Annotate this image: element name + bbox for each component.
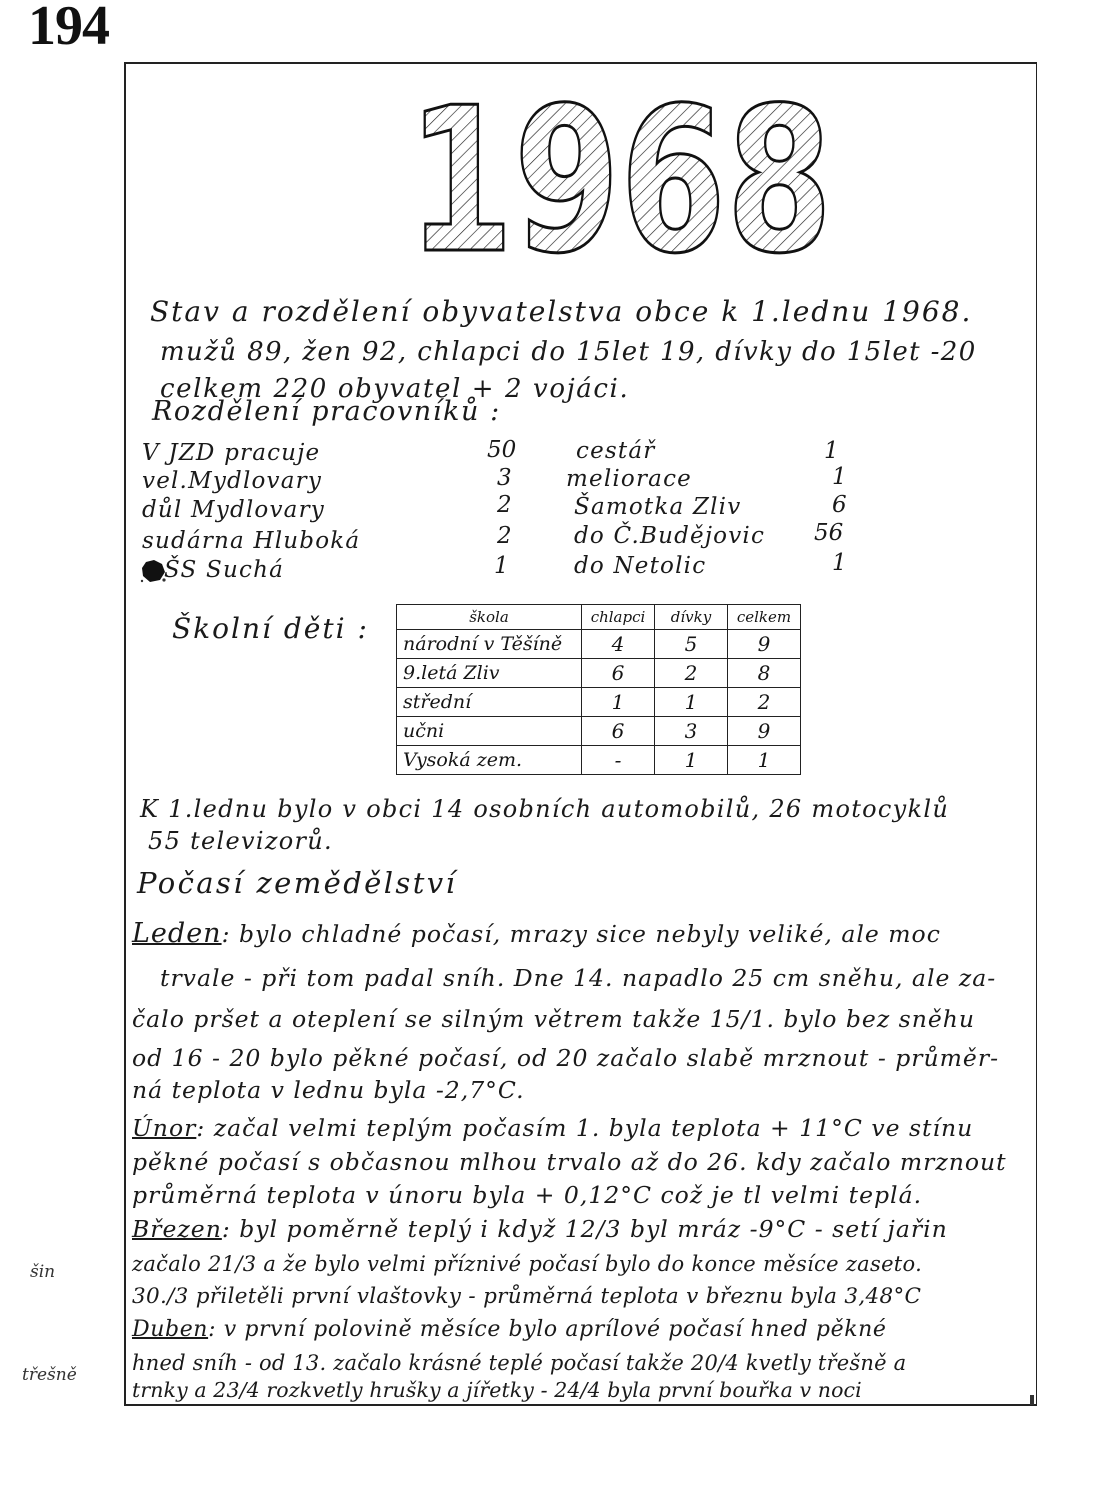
month-name: Duben [132, 1317, 209, 1342]
boys-count: 6 [582, 659, 655, 688]
month-line: trnky a 23/4 rozkvetly hrušky a jířetky - 24/4 byla první bouřka v noci [132, 1378, 862, 1402]
workers-heading: Rozdělení pracovníků : [152, 396, 501, 427]
month-line: hned sníh - od 13. začalo krásné teplé počasí takže 20/4 kvetly třešně a [132, 1351, 907, 1375]
school-table [396, 604, 801, 775]
month-text: : v první polovině měsíce bylo aprílové počasí hned pěkné [208, 1317, 887, 1342]
girls-count: 2 [655, 659, 728, 688]
month-line: pěkné počasí s občasnou mlhou trvalo až do 26. kdy začalo mrznout [132, 1148, 1007, 1176]
total-count: 9 [728, 717, 801, 746]
census-line-2: mužů 89, žen 92, chlapci do 15let 19, dívky do 15let -20 [160, 337, 977, 367]
school-name: Vysoká zem. [397, 746, 582, 775]
worker-count: 2 [497, 492, 512, 518]
worker-count: 1 [494, 553, 509, 579]
worker-count: 1 [824, 438, 839, 464]
worker-count: 3 [497, 465, 512, 491]
census-line-1: Stav a rozdělení obyvatelstva obce k 1.lednu 1968. [150, 295, 973, 328]
total-count: 2 [728, 688, 801, 717]
month-line: od 16 - 20 bylo pěkné počasí, od 20 začalo slabě mrznout - průměr- [132, 1044, 1000, 1072]
table-header-row [397, 605, 801, 630]
total-count: 8 [728, 659, 801, 688]
boys-count: 6 [582, 717, 655, 746]
month-name: Březen [132, 1215, 222, 1243]
vehicles-line-2: 55 televizorů. [148, 827, 333, 855]
month-line: začalo 21/3 a že bylo velmi příznivé počasí bylo do konce měsíce zaseto. [132, 1252, 923, 1276]
girls-count: 1 [655, 746, 728, 775]
school-name: učni [397, 717, 582, 746]
month-line: ná teplota v lednu byla -2,7°C. [132, 1076, 525, 1104]
total-count: 9 [728, 630, 801, 659]
boys-count: 1 [582, 688, 655, 717]
census-line-3: celkem 220 obyvatel + 2 vojáci. [160, 374, 630, 404]
worker-label: do Netolic [574, 553, 707, 579]
margin-note: třešně [22, 1365, 77, 1385]
scan-mark [1030, 1395, 1034, 1405]
page-number: 194 [28, 0, 109, 57]
table-row [397, 688, 801, 717]
column-header: celkem [728, 605, 801, 630]
year-text: 1968 [407, 65, 833, 298]
worker-label: ŠS Suchá [164, 557, 284, 583]
month-name: Leden [132, 918, 222, 949]
month-text: : začal velmi teplým počasím 1. byla teplota + 11°C ve stínu [196, 1114, 974, 1142]
month-paragraph-line [132, 1215, 948, 1243]
girls-count: 3 [655, 717, 728, 746]
worker-label: cestář [576, 438, 656, 464]
school-heading: Školní děti : [172, 612, 369, 645]
worker-count: 56 [814, 520, 844, 546]
column-header: chlapci [582, 605, 655, 630]
school-name: střední [397, 688, 582, 717]
worker-label: Šamotka Zliv [574, 494, 742, 520]
month-line: 30./3 přiletěli první vlaštovky - průměrná teplota v březnu byla 3,48°C [132, 1284, 922, 1309]
month-line: čalo pršet a oteplení se silným větrem takže 15/1. bylo bez sněhu [132, 1005, 976, 1033]
worker-label: meliorace [566, 466, 692, 492]
worker-count: 2 [497, 523, 512, 549]
school-name: národní v Těšíně [397, 630, 582, 659]
girls-count: 1 [655, 688, 728, 717]
margin-note: šin [30, 1262, 56, 1282]
column-header: dívky [655, 605, 728, 630]
month-line: trvale - při tom padal sníh. Dne 14. napadlo 25 cm sněhu, ale za- [160, 964, 997, 992]
worker-label: sudárna Hluboká [142, 528, 361, 554]
vehicles-line-1: K 1.lednu bylo v obci 14 osobních automobilů, 26 motocyklů [140, 795, 950, 823]
weather-heading: Počasí zemědělství [137, 866, 458, 900]
worker-count: 1 [832, 550, 847, 576]
school-name: 9.letá Zliv [397, 659, 582, 688]
worker-label: důl Mydlovary [142, 497, 325, 523]
month-paragraph-line [132, 1317, 887, 1342]
worker-count: 1 [832, 464, 847, 490]
month-text: : byl poměrně teplý i když 12/3 byl mráz -9°C - setí jařin [221, 1215, 948, 1243]
month-paragraph-line [132, 918, 941, 949]
total-count: 1 [728, 746, 801, 775]
worker-label: do Č.Budějovic [574, 523, 766, 549]
girls-count: 5 [655, 630, 728, 659]
table-row [397, 630, 801, 659]
month-line: průměrná teplota v únoru byla + 0,12°C což je tl velmi teplá. [132, 1181, 923, 1209]
worker-label: V JZD pracuje [142, 440, 321, 466]
month-name: Únor [132, 1114, 197, 1142]
worker-count: 6 [832, 492, 847, 518]
boys-count: 4 [582, 630, 655, 659]
worker-count: 50 [487, 437, 517, 463]
month-paragraph-line [132, 1114, 973, 1142]
table-row [397, 659, 801, 688]
worker-label: vel.Mydlovary [142, 468, 323, 494]
table-row [397, 717, 801, 746]
month-text: : bylo chladné počasí, mrazy sice nebyly veliké, ale moc [221, 920, 941, 948]
year-heading [400, 65, 840, 298]
boys-count: - [582, 746, 655, 775]
table-row [397, 746, 801, 775]
column-header: škola [397, 605, 582, 630]
